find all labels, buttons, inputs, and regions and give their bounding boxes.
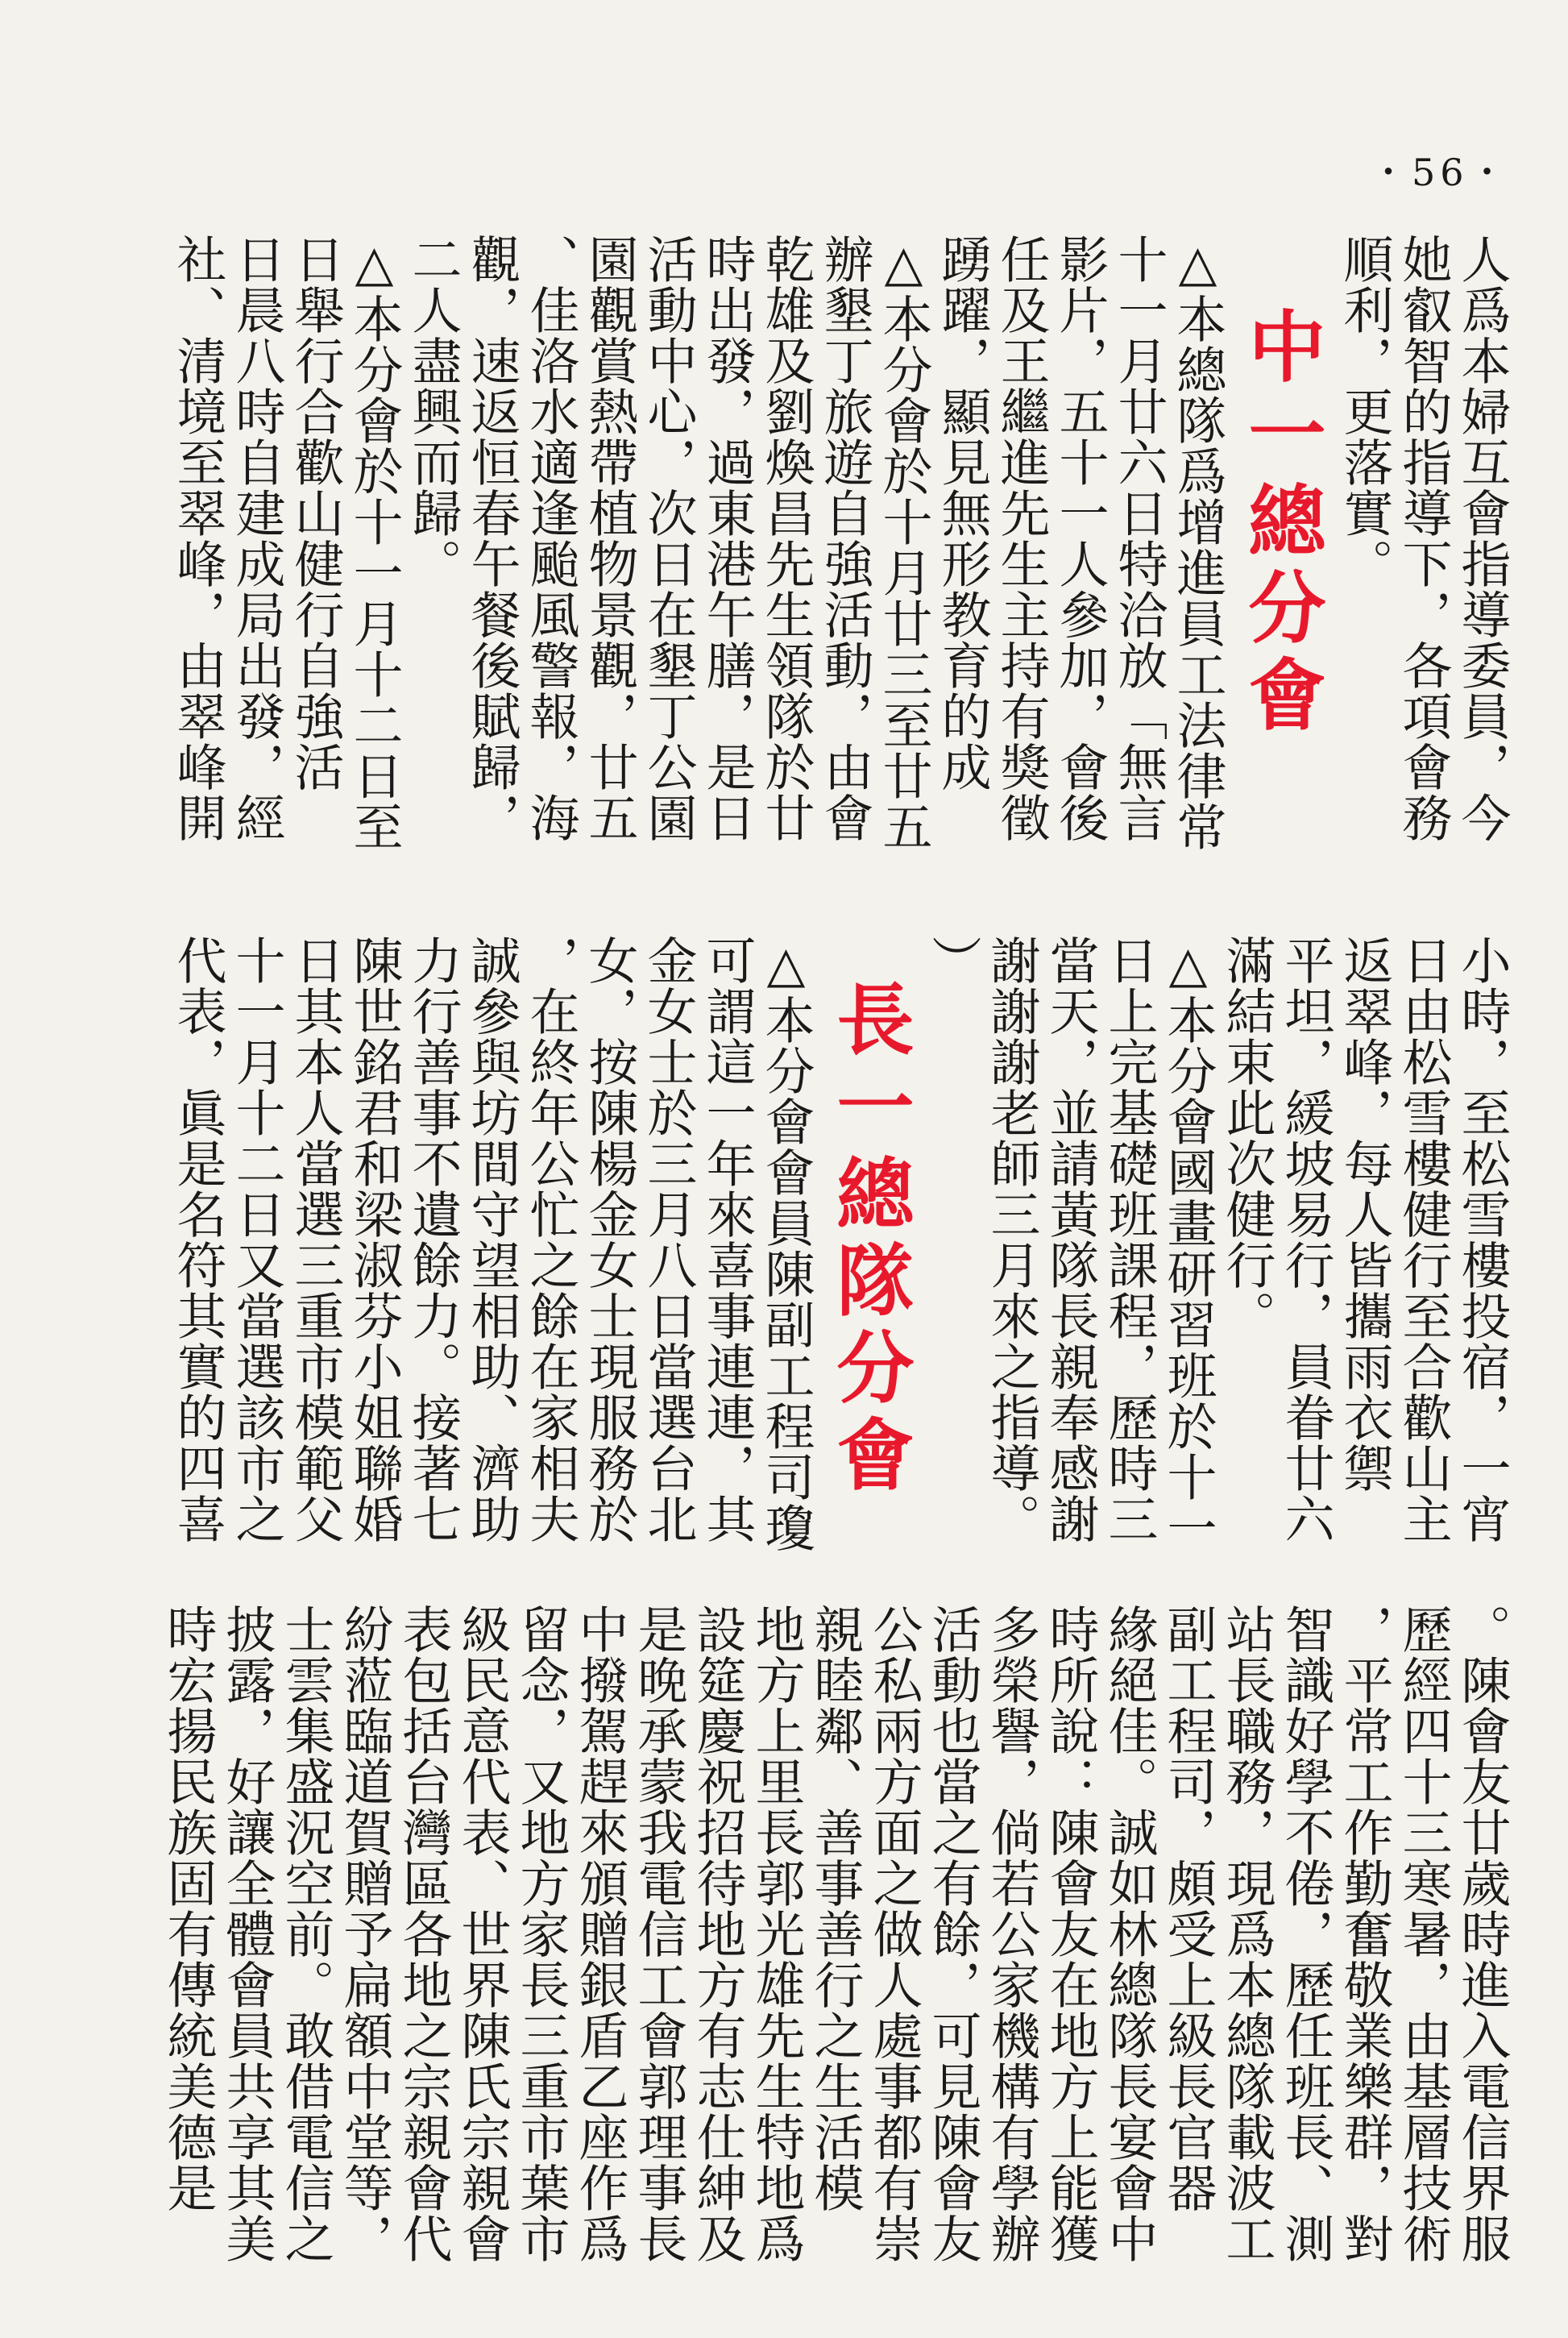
text-column: 日舉行合歡山健行自強活	[286, 234, 345, 792]
text-column: 任及王繼進先生主持有獎徵	[992, 234, 1051, 843]
text-column: 日晨八時自建成局出發，經	[227, 234, 286, 843]
text-column: 站長職務，現爲本總隊載波工	[1217, 1604, 1276, 2264]
section-heading-zhong-yi: 中一總分會	[1236, 306, 1326, 741]
bottom-text-band	[159, 1604, 1512, 2297]
text-column: 士雲集盛況空前。敢借電信之	[276, 1604, 335, 2264]
text-column: △本分會會員陳副工程司瓊	[757, 935, 815, 1553]
text-column: 影片，五十一人參加，會後	[1051, 234, 1110, 843]
text-column: 踴躍，顯見無形教育的成	[933, 234, 992, 792]
text-column: 活動中心，次日在墾丁公園	[639, 234, 698, 843]
text-column: 觀，速返恒春午餐後賦歸，	[463, 234, 521, 843]
text-column: 小時，至松雪樓投宿，一宵	[1453, 935, 1512, 1544]
text-column: 時宏揚民族固有傳統美德是	[159, 1604, 218, 2213]
top-text-band	[168, 234, 1512, 878]
text-column: △本分會於十月廿三至廿五	[874, 234, 933, 852]
text-column: 日由松雪樓健行至合歡山主	[1394, 935, 1453, 1544]
section-heading-chang-yi: 長一總隊分會	[824, 979, 915, 1501]
text-column: ）	[923, 935, 982, 986]
text-column: 她叡智的指導下，各項會務	[1394, 234, 1453, 843]
text-column: 公私兩方面之做人處事都有崇	[865, 1604, 923, 2264]
text-column: 當天，並請黃隊長親奉感謝	[1041, 935, 1100, 1544]
text-column: 力行善事不遺餘力。接著七	[404, 935, 463, 1544]
text-column: 十一月十二日又當選該市之	[227, 935, 286, 1544]
middle-text-band	[168, 935, 1512, 1592]
text-column: 辦墾丁旅遊自強活動，由會	[815, 234, 874, 843]
text-column: 中撥駕趕來頒贈銀盾乙座作爲	[570, 1604, 629, 2264]
text-column: 。陳會友廿歲時進入電信界服	[1453, 1604, 1512, 2264]
text-column: 留念，又地方家長三重市葉市	[512, 1604, 570, 2264]
text-column: 紛蒞臨道賀贈予扁額中堂等，	[335, 1604, 394, 2264]
text-column: 緣絕佳。誠如林總隊長宴會中	[1100, 1604, 1159, 2264]
text-column: 時所說：陳會友在地方上能獲	[1041, 1604, 1100, 2264]
text-column: 二人盡興而歸。	[404, 234, 463, 589]
text-column: 地方上里長郭光雄先生特地爲	[747, 1604, 806, 2264]
text-column: 日上完基礎班課程，歷時三	[1100, 935, 1159, 1544]
text-column: 乾雄及劉煥昌先生領隊於廿	[757, 234, 815, 843]
text-column: △本分會國畫研習班於十一	[1159, 935, 1217, 1553]
text-column: 設筵慶祝招待地方有志仕紳及	[688, 1604, 747, 2264]
text-column: 返翠峰，每人皆攜雨衣禦	[1335, 935, 1394, 1493]
text-column: 園觀賞熱帶植物景觀，廿五	[580, 234, 639, 843]
text-column: 金女士於三月八日當選台北	[639, 935, 698, 1544]
text-column: 平坦，緩坡易行，員眷廿六	[1276, 935, 1335, 1544]
text-column: 歷經四十三寒暑，由基層技術	[1394, 1604, 1453, 2264]
text-column: 智識好學不倦，歷任班長、測	[1276, 1604, 1335, 2264]
text-column: 代表，眞是名符其實的四喜	[168, 935, 227, 1544]
text-column: 多榮譽，倘若公家機構有學辦	[982, 1604, 1041, 2264]
text-column: 人爲本婦互會指導委員，今	[1453, 234, 1512, 843]
page-number: ・56・	[1370, 151, 1511, 194]
text-column: △本分會於十一月十二日至	[345, 234, 404, 852]
text-column: ，在終年公忙之餘在家相夫	[521, 935, 580, 1544]
text-column: 可謂這一年來喜事連連，其	[698, 935, 757, 1544]
text-column: 級民意代表、世界陳氏宗親會	[453, 1604, 512, 2264]
text-column: 副工程司，頗受上級長官器	[1159, 1604, 1217, 2213]
text-column: 披露，好讓全體會員共享其美	[218, 1604, 276, 2264]
text-column: 滿結束此次健行。	[1217, 935, 1276, 1341]
text-column: 表包括台灣區各地之宗親會代	[394, 1604, 453, 2264]
text-column: 日其本人當選三重市模範父	[286, 935, 345, 1544]
text-column: 時出發，過東港午膳，是日	[698, 234, 757, 843]
text-column: △本總隊爲增進員工法律常	[1168, 234, 1227, 852]
text-column: 親睦鄰、善事善行之生活模	[806, 1604, 865, 2213]
text-column: 十一月廿六日特洽放「無言	[1110, 234, 1168, 843]
text-column: 女，按陳楊金女士現服務於	[580, 935, 639, 1544]
text-column: 社、清境至翠峰，由翠峰開	[168, 234, 227, 843]
text-column: ，平常工作勤奮敬業樂群，對	[1335, 1604, 1394, 2264]
text-column: 活動也當之有餘，可見陳會友	[923, 1604, 982, 2264]
text-column: 順利，更落實。	[1335, 234, 1394, 589]
text-column: 誠參與坊間守望相助、濟助	[463, 935, 521, 1544]
text-column: 是晚承蒙我電信工會郭理事長	[629, 1604, 688, 2264]
text-column: 、佳洛水適逢颱風警報，海	[521, 234, 580, 843]
text-column: 謝謝謝老師三月來之指導。	[982, 935, 1041, 1544]
text-column: 陳世銘君和梁淑芬小姐聯婚	[345, 935, 404, 1544]
